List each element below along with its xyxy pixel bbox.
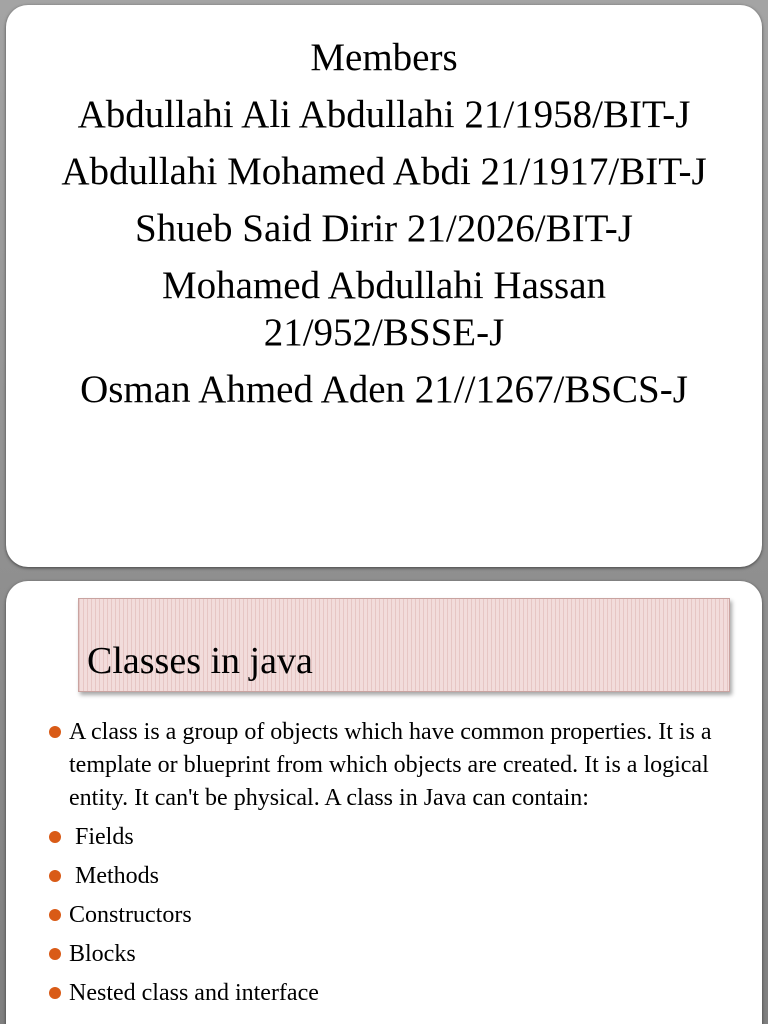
- member-line: Osman Ahmed Aden 21//1267/BSCS-J: [80, 368, 688, 411]
- member-line: Abdullahi Mohamed Abdi 21/1917/BIT-J: [61, 150, 707, 193]
- member-line: Shueb Said Dirir 21/2026/BIT-J: [135, 207, 633, 250]
- slide-members: [6, 5, 762, 567]
- bullet-item: [46, 977, 736, 1010]
- member-line: Abdullahi Ali Abdullahi 21/1958/BIT-J: [77, 93, 691, 136]
- member-name: Mohamed Abdullahi Hassan: [161, 264, 607, 307]
- slide-title-box: [78, 598, 730, 692]
- slide-title: Classes in java: [87, 640, 313, 682]
- bullet-text: Nested class and interface: [69, 980, 319, 1006]
- bullet-text: A class is a group of objects which have common properties. It is a template or blueprint from which objects are created. It is a logical entity. It can't be physical. A class in Java can contain:: [69, 719, 712, 811]
- bullet-text: Methods: [75, 863, 159, 889]
- bullet-text: Constructors: [69, 902, 192, 928]
- bullet-item: [46, 938, 736, 971]
- member-line-wrapped: [6, 257, 762, 361]
- bullet-item: [46, 821, 736, 854]
- members-heading: Members: [310, 36, 458, 79]
- slide-classes: [6, 581, 762, 1024]
- bullet-dot-icon: [49, 870, 61, 882]
- bullet-dot-icon: [49, 831, 61, 843]
- bullet-item: [46, 899, 736, 932]
- member-id: 21/952/BSSE-J: [263, 311, 505, 354]
- bullet-item: [46, 716, 736, 815]
- bullet-item: [46, 860, 736, 893]
- bullet-text: Fields: [75, 824, 134, 850]
- bullet-dot-icon: [49, 987, 61, 999]
- bullet-dot-icon: [49, 726, 61, 738]
- bullet-dot-icon: [49, 909, 61, 921]
- bullet-list: [46, 716, 736, 1016]
- members-list: [6, 29, 762, 418]
- bullet-text: Blocks: [69, 941, 136, 967]
- bullet-dot-icon: [49, 948, 61, 960]
